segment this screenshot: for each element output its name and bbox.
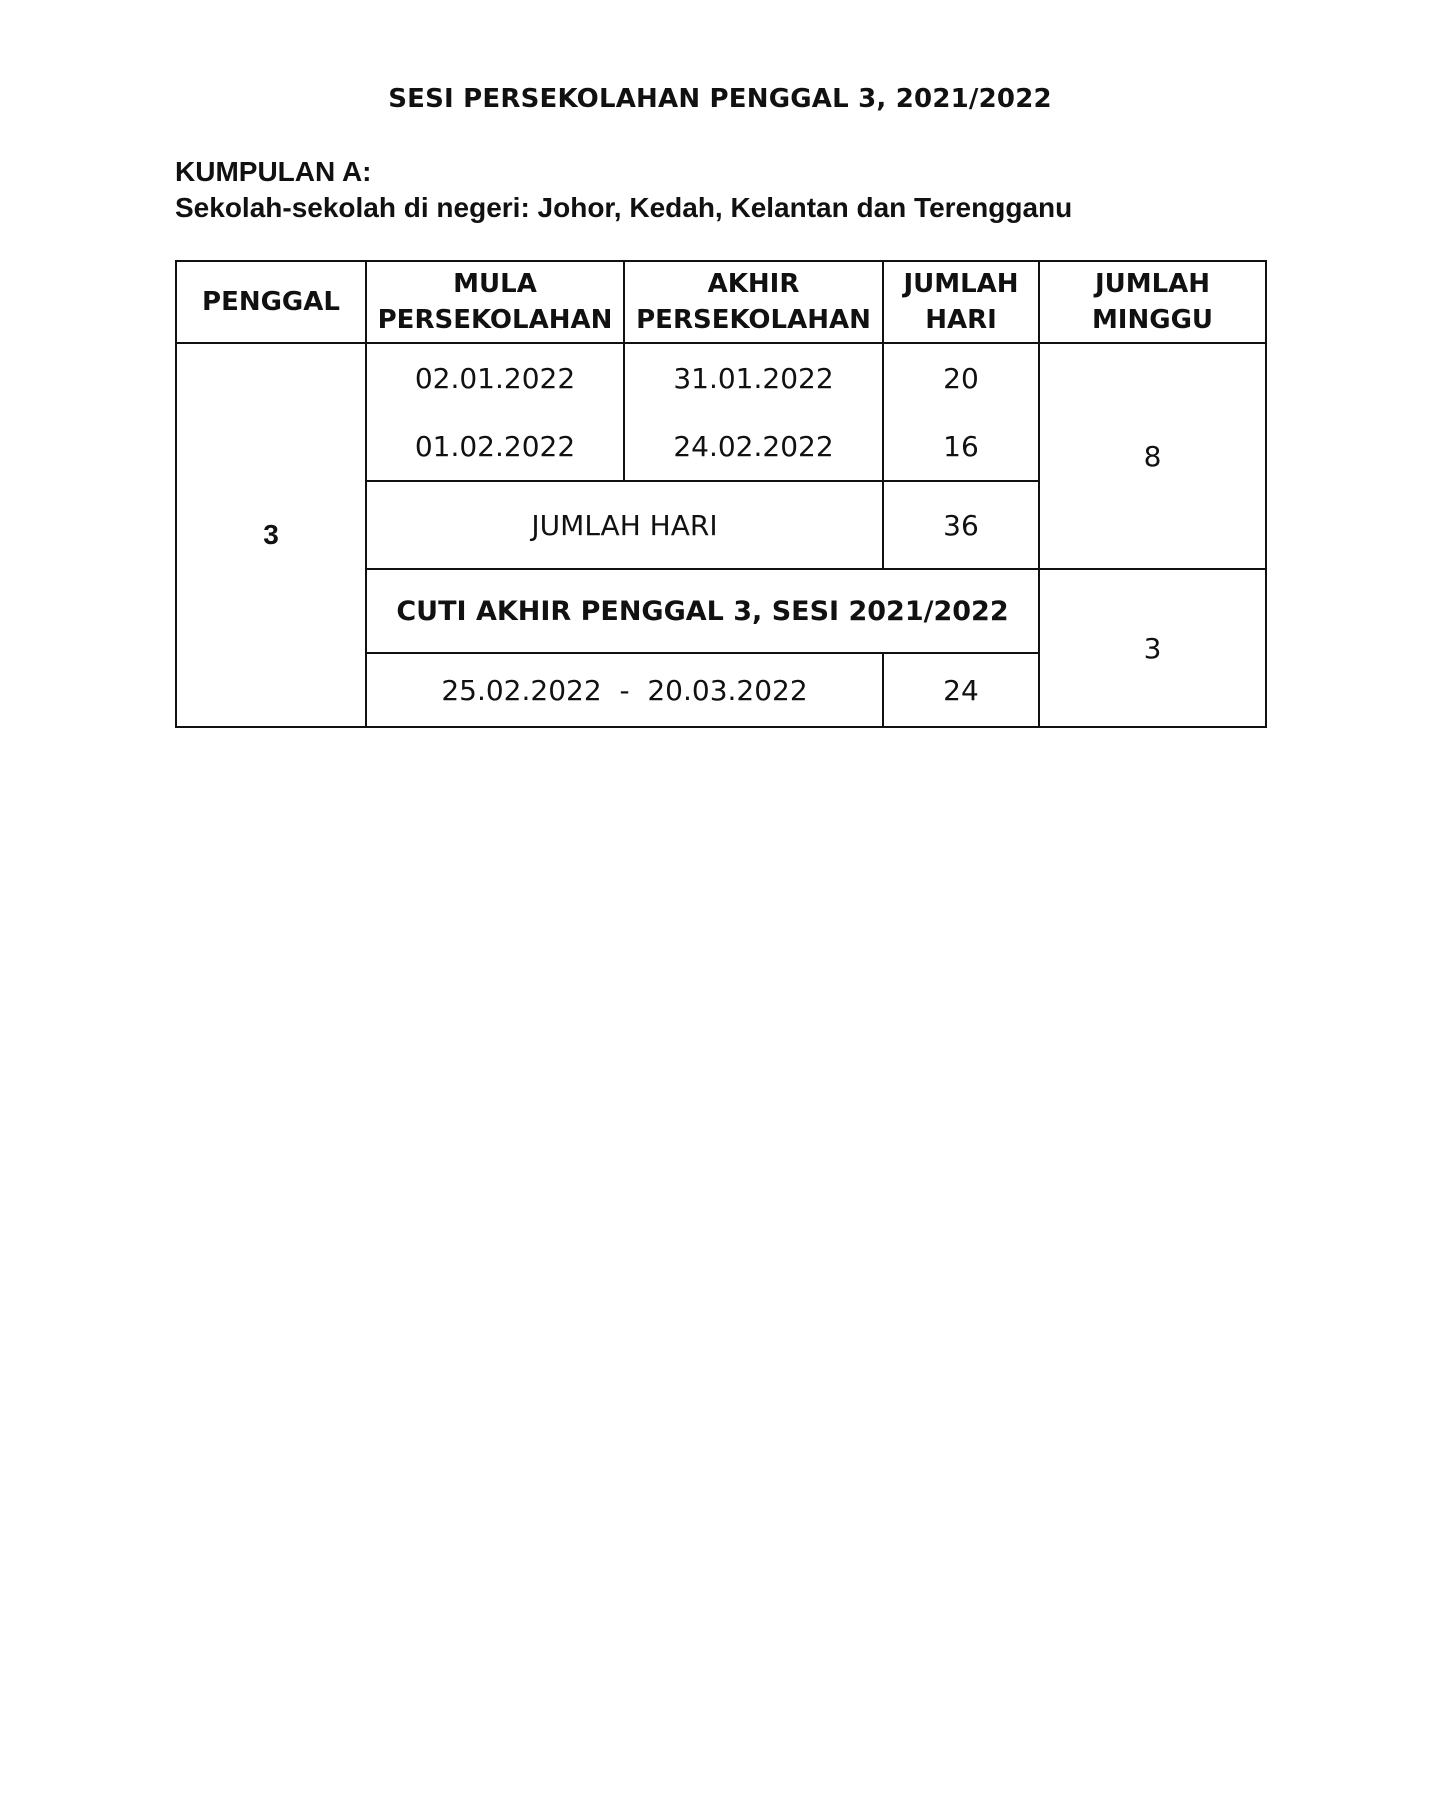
header-term-label: PENGGAL (202, 287, 340, 317)
end-date: 24.02.2022 (624, 412, 883, 481)
term-cell: 3 (176, 343, 366, 727)
header-start (366, 261, 624, 343)
group-subheading: Sekolah-sekolah di negeri: Johor, Kedah, Kelantan dan Terengganu (175, 192, 1073, 223)
end-date: 31.01.2022 (624, 343, 883, 412)
header-weeks-line1: JUMLAH (1094, 269, 1211, 299)
header-start-line2: PERSEKOLAHAN (377, 305, 613, 335)
total-days-value: 36 (883, 481, 1039, 569)
header-end (624, 261, 883, 343)
table-row (176, 343, 1266, 412)
header-end-line1: AKHIR (707, 269, 800, 299)
break-dates: 25.02.2022 - 20.03.2022 (366, 653, 883, 727)
table-header-row (176, 261, 1266, 343)
header-end-line2: PERSEKOLAHAN (636, 305, 871, 335)
group-heading: KUMPULAN A: (175, 156, 372, 187)
day-count: 20 (883, 343, 1039, 412)
header-weeks-line2: MINGGU (1091, 305, 1214, 335)
header-term (176, 261, 366, 343)
break-weeks: 3 (1039, 569, 1266, 727)
day-count: 16 (883, 412, 1039, 481)
start-date: 02.01.2022 (366, 343, 624, 412)
header-days (883, 261, 1039, 343)
page-title: SESI PERSEKOLAHAN PENGGAL 3, 2021/2022 (388, 84, 1052, 114)
header-days-line1: JUMLAH (903, 269, 1019, 299)
header-weeks (1039, 261, 1266, 343)
school-weeks: 8 (1039, 343, 1266, 569)
break-days: 24 (883, 653, 1039, 727)
school-session-table (175, 260, 1267, 728)
header-days-line2: HARI (925, 305, 997, 335)
start-date: 01.02.2022 (366, 412, 624, 481)
break-title: CUTI AKHIR PENGGAL 3, SESI 2021/2022 (366, 569, 1039, 653)
header-start-line1: MULA (453, 269, 537, 299)
total-days-label: JUMLAH HARI (366, 481, 883, 569)
